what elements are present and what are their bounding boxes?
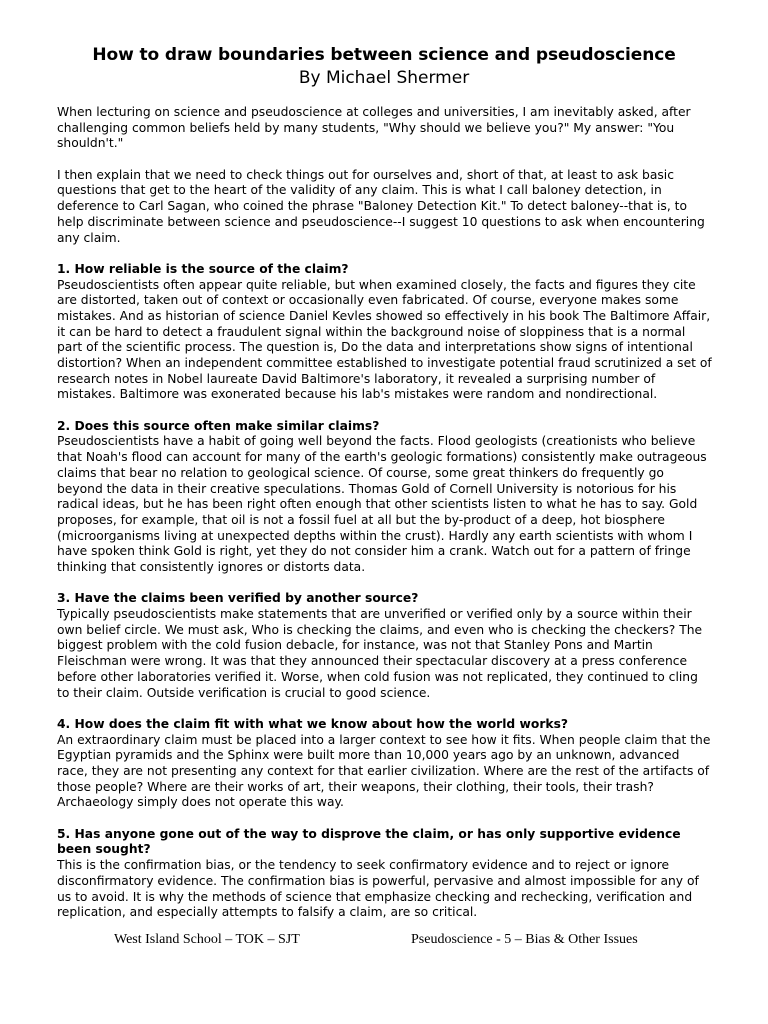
question-text: Pseudoscientists often appear quite reliable, but when examined closely, the facts and figures they cite are distorted, taken out of context or occasionally even fabricated. Of course, everyone makes some mistakes. And as historian of science Daniel Kevles showed so effectively in his book The Baltimore Affair, it can be hard to detect a fraudulent signal within the background noise of sloppiness that is a normal part of the scientific process. The question is, Do the data and interpretations show signs of intentional distortion? When an independent committee established to investigate potential fraud scrutinized a set of research notes in Nobel laureate David Baltimore's laboratory, it revealed a surprising number of mistakes. Baltimore was exonerated because his lab's mistakes were random and nondirectional.: [57, 277, 712, 402]
question-heading: 5. Has anyone gone out of the way to disprove the claim, or has only supportive evidence been sought?: [57, 826, 681, 857]
question-section: [57, 591, 713, 701]
page-footer: [0, 930, 768, 950]
question-heading: 1. How reliable is the source of the claim?: [57, 261, 349, 276]
question-text: An extraordinary claim must be placed into a larger context to see how it fits. When people claim that the Egyptian pyramids and the Sphinx were built more than 10,000 years ago by an unknown, advanced race, they are not presenting any context for that earlier civilization. Where are the rest of the artifacts of those people? Where are their works of art, their weapons, their clothing, their tools, their trash? Archaeology simply does not operate this way.: [57, 732, 711, 810]
author-byline: By Michael Shermer: [298, 68, 470, 88]
question-section: [57, 717, 713, 811]
document-body: [57, 105, 713, 937]
intro-paragraph: I then explain that we need to check things out for ourselves and, short of that, at least to ask basic questions that get to the heart of the validity of any claim. This is what I call baloney detection, in deference to Carl Sagan, who coined the phrase "Baloney Detection Kit." To detect baloney--that is, to help discriminate between science and pseudoscience--I suggest 10 questions to ask when encountering any claim.: [57, 167, 705, 245]
document-title: How to draw boundaries between science and pseudoscience: [92, 45, 676, 65]
question-heading: 4. How does the claim fit with what we know about how the world works?: [57, 716, 569, 731]
footer-left-text: West Island School – TOK – SJT: [114, 932, 300, 947]
question-heading: 3. Have the claims been verified by another source?: [57, 591, 419, 606]
question-text: Typically pseudoscientists make statements that are unverified or verified only by a source within their own belief circle. We must ask, Who is checking the claims, and even who is checking the checkers? The biggest problem with the cold fusion debacle, for instance, was not that Stanley Pons and Martin Fleischman were wrong. It was that they announced their spectacular discovery at a press conference before other laboratories verified it. Worse, when cold fusion was not replicated, they continued to cling to their claim. Outside verification is crucial to good science.: [57, 607, 703, 700]
intro-paragraph: When lecturing on science and pseudoscience at colleges and universities, I am inevitably asked, after challenging common beliefs held by many students, "Why should we believe you?" My answer: "You shouldn't.": [57, 105, 691, 151]
question-text: This is the confirmation bias, or the tendency to seek confirmatory evidence and to reject or ignore disconfirmatory evidence. The confirmation bias is powerful, pervasive and almost impossible for any of us to avoid. It is why the methods of science that emphasize checking and rechecking, verification and replication, and especially attempts to falsify a claim, are so critical.: [57, 858, 699, 920]
question-section: [57, 419, 713, 576]
question-section: [57, 262, 713, 403]
question-section: [57, 827, 713, 921]
footer-right-text: Pseudoscience - 5 – Bias & Other Issues: [411, 932, 638, 947]
question-heading: 2. Does this source often make similar claims?: [57, 418, 380, 433]
question-text: Pseudoscientists have a habit of going well beyond the facts. Flood geologists (creationists who believe that Noah's flood can account for many of the earth's geologic formations) consistently make outrageous claims that bear no relation to geological science. Of course, some great thinkers do frequently go beyond the data in their creative speculations. Thomas Gold of Cornell University is notorious for his radical ideas, but he has been right often enough that other scientists listen to what he has to say. Gold proposes, for example, that oil is not a fossil fuel at all but the by-product of a deep, hot biosphere (microorganisms living at unexpected depths within the crust). Hardly any earth scientists with whom I have spoken think Gold is right, yet they do not consider him a crank. Watch out for a pattern of fringe thinking that consistently ignores or distorts data.: [57, 434, 707, 575]
